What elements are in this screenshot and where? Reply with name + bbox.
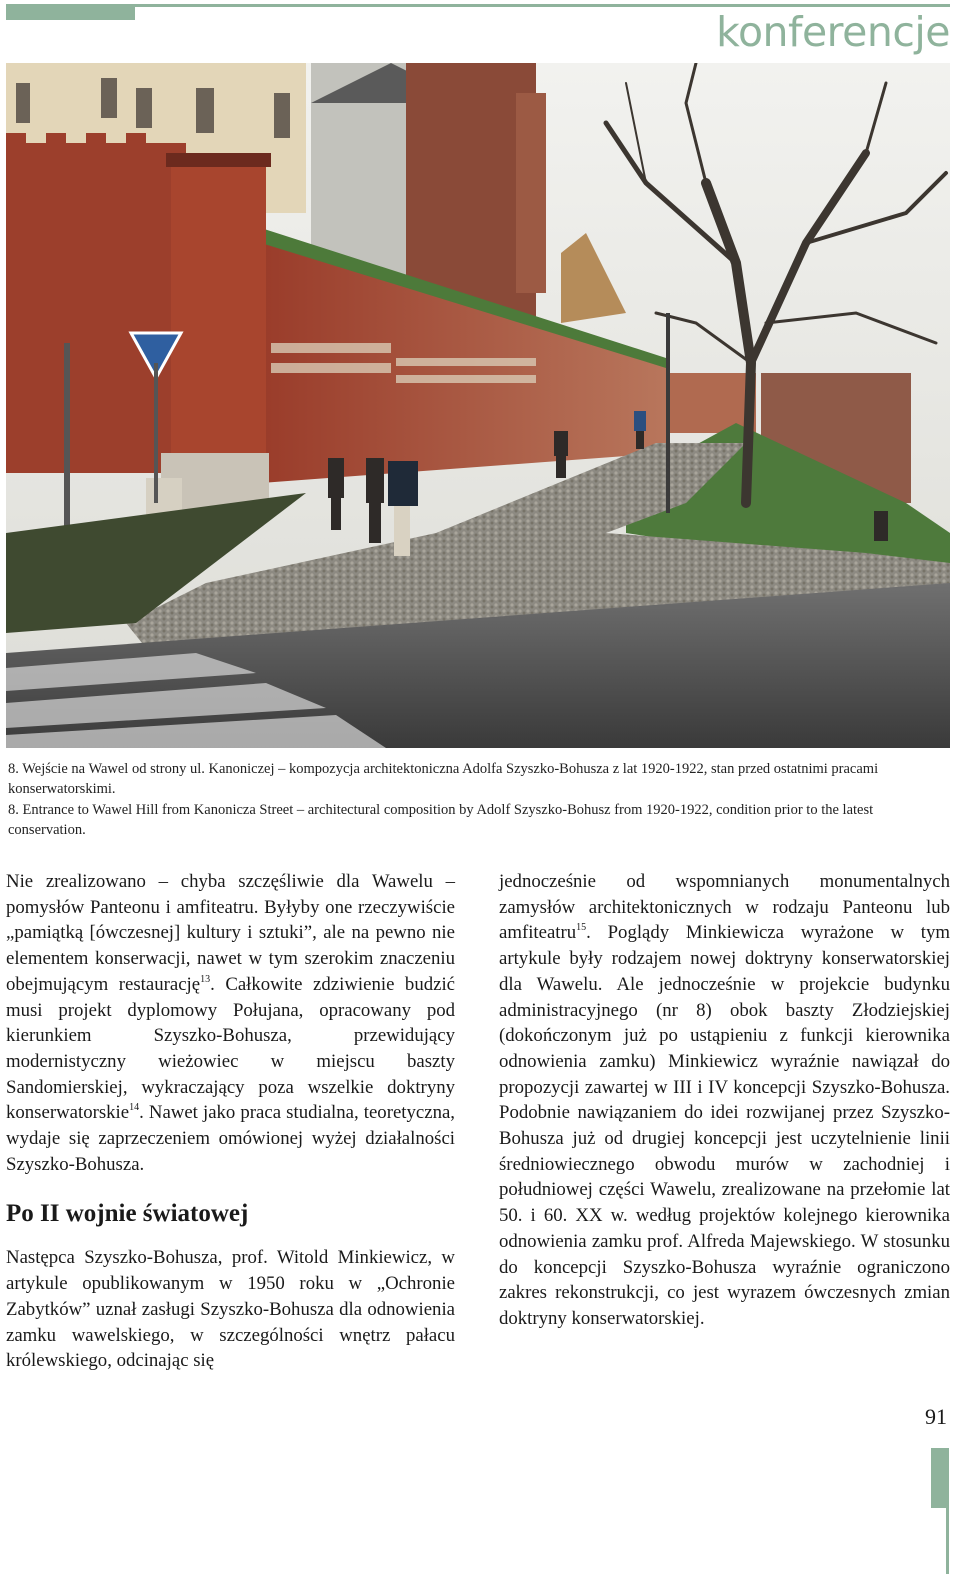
- footnote-ref-15: 15: [576, 922, 587, 934]
- footnote-ref-14: 14: [129, 1102, 140, 1114]
- text-run: . Całkowite zdziwienie budzić musi projekt dyplomowy Połujana, opracowany pod kierunkiem Szyszko-Bohusza, przewidujący modernistyczny wieżowiec w miejscu baszty Sandomierskiej, wykraczający poza wszelkie doktryny konserwatorskie: [6, 973, 455, 1124]
- footer-rule: [946, 1508, 949, 1574]
- photo-wawel-entrance: [6, 63, 950, 748]
- text-run: jednocześnie od wspomnianych monumentalnych zamysłów architektonicznych w rodzaju Panteonu lub amfiteatru: [499, 871, 950, 944]
- body-paragraph: Następca Szyszko-Bohusza, prof. Witold Minkiewicz, w artykule opublikowanym w 1950 roku w „Ochronie Zabytków” uznał zasługi Szyszko-Bohusza dla odnowienia zamku wawelskiego, w szczególności wnętrz pałacu królewskiego, odcinając się: [6, 1247, 455, 1372]
- section-heading: Po II wojnie światowej: [6, 1200, 249, 1228]
- left-column: [6, 869, 455, 1374]
- section-label: konferencje: [716, 8, 950, 56]
- text-run: . Nawet jako praca studialna, teoretyczna, wydaje się zaprzeczeniem omówionej wyżej działalności Szyszko-Bohusza.: [6, 1102, 455, 1175]
- header-accent-block: [6, 4, 135, 20]
- page-number: 91: [925, 1404, 947, 1429]
- footer-accent-block: [931, 1448, 949, 1508]
- text-run: Nie zrealizowano – chyba szczęśliwie dla Wawelu – pomysłów Panteonu i amfiteatru. Byłyby one rzeczywiście „pamiątką [ówczesnej] kultury i sztuki”, ale na pewno nie elementem konserwacji, nawet w tym szerokim znaczeniu obejmującym restaurację: [6, 871, 455, 995]
- body-paragraph: [499, 869, 950, 1332]
- right-column: [499, 869, 950, 1332]
- text-run: . Poglądy Minkiewicza wyrażone w tym artykule były rodzajem nowej doktryny konserwatorskiej dla Wawelu. Ale jednocześnie w projekcie budynku administracyjnego (nr 8) obok baszty Złodziejskiej (dokończonym już po ustąpieniu z funkcji kierownika odnowienia zamku) Minkiewicz wyraźnie nawiązał do propozycji zawartej w III i IV koncepcji Szyszko-Bohusza. Podobnie nawiązaniem do idei rozwijanej przez Szyszko-Bohusza już od drugiej koncepcji jest uczytelnienie linii średniowiecznego obwodu murów w zachodniej i południowej części Wawelu, zrealizowane na przełomie lat 50. i 60. XX w. według projektów kolejnego kierownika odnowienia zamku prof. Alfreda Majewskiego. W stosunku do koncepcji Szyszko-Bohusza wyraźnie ograniczono zakres rekonstrukcji, co jest wyrazem ówczesnych zmian doktryny konserwatorskiej.: [499, 922, 950, 1329]
- header-rule: [135, 4, 950, 7]
- figure-photo: [6, 63, 950, 748]
- figure-caption-en: 8. Entrance to Wawel Hill from Kanonicza Street – architectural composition by Adolf Szyszko-Bohusz from 1920-1922, condition prior to the latest conservation.: [8, 802, 874, 838]
- figure-caption-pl: 8. Wejście na Wawel od strony ul. Kanoniczej – kompozycja architektoniczna Adolfa Szyszko-Bohusza z lat 1920-1922, stan przed ostatnimi pracami konserwatorskimi.: [8, 761, 879, 797]
- body-paragraph: [6, 869, 455, 1177]
- footnote-ref-13: 13: [200, 973, 211, 985]
